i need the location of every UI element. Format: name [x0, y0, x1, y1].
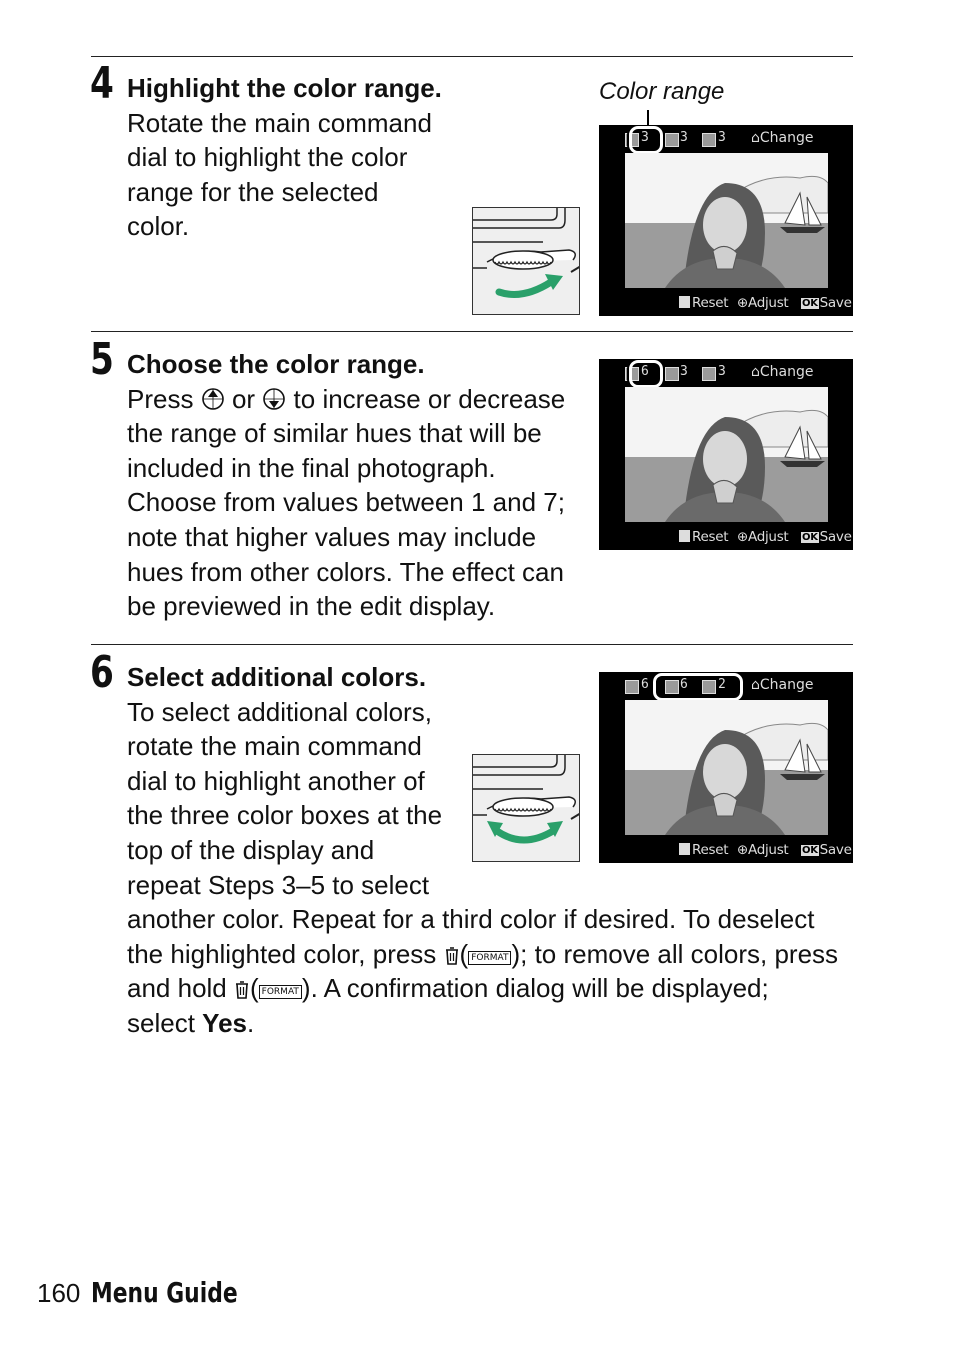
- change-icon: ⌂: [751, 677, 760, 693]
- text-fragment: .: [246, 1007, 255, 1038]
- text-line: repeat Steps 3–5 to select: [127, 869, 430, 900]
- text-line: the three color boxes at the: [127, 800, 443, 831]
- text-fragment: ; to remove all colors, press: [520, 938, 839, 969]
- step-number: 6: [90, 647, 114, 698]
- multi-selector-down-icon: [262, 387, 286, 411]
- camera-screen-step-4: [599, 125, 853, 316]
- range-value: 3: [718, 130, 726, 145]
- adjust-label: Adjust: [748, 295, 789, 311]
- range-value: 3: [680, 130, 688, 145]
- highlight-ring: [629, 360, 663, 388]
- range-value: 6: [680, 677, 688, 692]
- range-value: 3: [718, 364, 726, 379]
- text-line: Choose from values between 1 and 7;: [127, 487, 565, 518]
- range-value: 6: [641, 677, 649, 692]
- text-line: another color. Repeat for a third color if desired. To deselect: [127, 904, 815, 935]
- text-line: To select additional colors,: [127, 696, 432, 727]
- highlight-ring: [653, 673, 743, 701]
- multi-selector-icon: ⊕: [737, 529, 749, 545]
- text-fragment: Press: [127, 383, 194, 414]
- preview-photo: [625, 387, 828, 522]
- preview-photo: [625, 700, 828, 835]
- section-rule: [91, 56, 853, 57]
- change-label: [751, 364, 814, 380]
- color-box: [665, 367, 679, 381]
- change-text: Change: [759, 677, 814, 693]
- text-line: be previewed in the edit display.: [127, 591, 496, 622]
- change-label: [751, 677, 814, 693]
- step-4-text: [127, 71, 442, 244]
- trash-icon: [679, 530, 690, 542]
- command-dial-illustration: [472, 754, 580, 862]
- text-fragment: or: [231, 383, 256, 414]
- text-line: color.: [127, 211, 190, 242]
- trash-icon: [679, 843, 690, 855]
- command-dial-illustration: [472, 207, 580, 315]
- color-box: [702, 133, 716, 147]
- ok-icon: OK: [802, 845, 818, 856]
- screen-bottom-bar: [599, 526, 853, 548]
- screen-top-bar: [599, 672, 853, 700]
- text-line: dial to highlight the color: [127, 142, 408, 173]
- format-icon: FORMAT: [468, 951, 511, 965]
- reset-label: Reset: [692, 842, 729, 858]
- yes-option-label: Yes: [202, 1007, 247, 1038]
- text-line: dial to highlight another of: [127, 765, 425, 796]
- text-line: rotate the main command: [127, 731, 422, 762]
- ok-icon: OK: [802, 298, 818, 309]
- text-line: included in the final photograph.: [127, 452, 496, 483]
- range-value: 6: [641, 364, 649, 379]
- highlight-ring: [629, 126, 663, 154]
- reset-label: Reset: [692, 529, 729, 545]
- color-box: [625, 680, 639, 694]
- color-range-caption: Color range: [599, 78, 725, 105]
- multi-selector-up-icon: [201, 387, 225, 411]
- text-line: top of the display and: [127, 834, 375, 865]
- text-line: hues from other colors. The effect can: [127, 556, 564, 587]
- text-line: [127, 1006, 838, 1041]
- color-box: [665, 133, 679, 147]
- text-fragment: and hold: [127, 973, 227, 1004]
- section-rule: [91, 331, 853, 332]
- text-fragment: . A confirmation dialog will be displayed;: [310, 973, 769, 1004]
- reset-label: Reset: [692, 295, 729, 311]
- screen-top-bar: [599, 359, 853, 387]
- range-value: 2: [718, 677, 726, 692]
- section-rule: [91, 644, 853, 645]
- text-line: [127, 382, 565, 417]
- step-heading: Highlight the color range.: [127, 73, 442, 103]
- screen-top-bar: [599, 125, 853, 153]
- screen-bottom-bar: [599, 292, 853, 314]
- range-value: 3: [641, 130, 649, 145]
- text-fragment: the highlighted color, press: [127, 938, 437, 969]
- save-label: Save: [819, 529, 852, 545]
- text-line: range for the selected: [127, 176, 379, 207]
- text-line: the highlighted color, press ( FORMAT ); to remove all colors, press: [127, 938, 839, 969]
- change-icon: ⌂: [751, 364, 760, 380]
- step-number: 4: [90, 58, 114, 109]
- trash-icon: [444, 946, 460, 966]
- save-label: Save: [819, 295, 852, 311]
- step-heading: Choose the color range.: [127, 349, 425, 379]
- page-number: 160: [37, 1278, 81, 1308]
- step-heading: Select additional colors.: [127, 662, 427, 692]
- multi-selector-icon: ⊕: [737, 842, 749, 858]
- section-title: Menu Guide: [91, 1276, 238, 1309]
- trash-icon: [679, 296, 690, 308]
- text-fragment: select: [127, 1007, 195, 1038]
- adjust-label: Adjust: [748, 529, 789, 545]
- screen-bottom-bar: [599, 839, 853, 861]
- change-label: [751, 130, 814, 146]
- text-line: note that higher values may include: [127, 521, 537, 552]
- trash-icon: [234, 980, 250, 1000]
- text-line: the range of similar hues that will be: [127, 418, 542, 449]
- text-fragment: to increase or decrease: [293, 383, 566, 414]
- format-icon: FORMAT: [259, 985, 302, 999]
- ok-icon: OK: [802, 532, 818, 543]
- camera-screen-step-5: [599, 359, 853, 550]
- text-line: and hold ( FORMAT ). A confirmation dialog will be displayed;: [127, 973, 769, 1004]
- step-5-text: [127, 347, 565, 624]
- save-label: Save: [819, 842, 852, 858]
- change-icon: ⌂: [751, 130, 760, 146]
- color-box: [702, 367, 716, 381]
- camera-screen-step-6: [599, 672, 853, 863]
- adjust-label: Adjust: [748, 842, 789, 858]
- step-number: 5: [90, 334, 114, 385]
- multi-selector-icon: ⊕: [737, 295, 749, 311]
- change-text: Change: [759, 364, 814, 380]
- preview-photo: [625, 153, 828, 288]
- change-text: Change: [759, 130, 814, 146]
- text-line: Rotate the main command: [127, 107, 432, 138]
- range-value: 3: [680, 364, 688, 379]
